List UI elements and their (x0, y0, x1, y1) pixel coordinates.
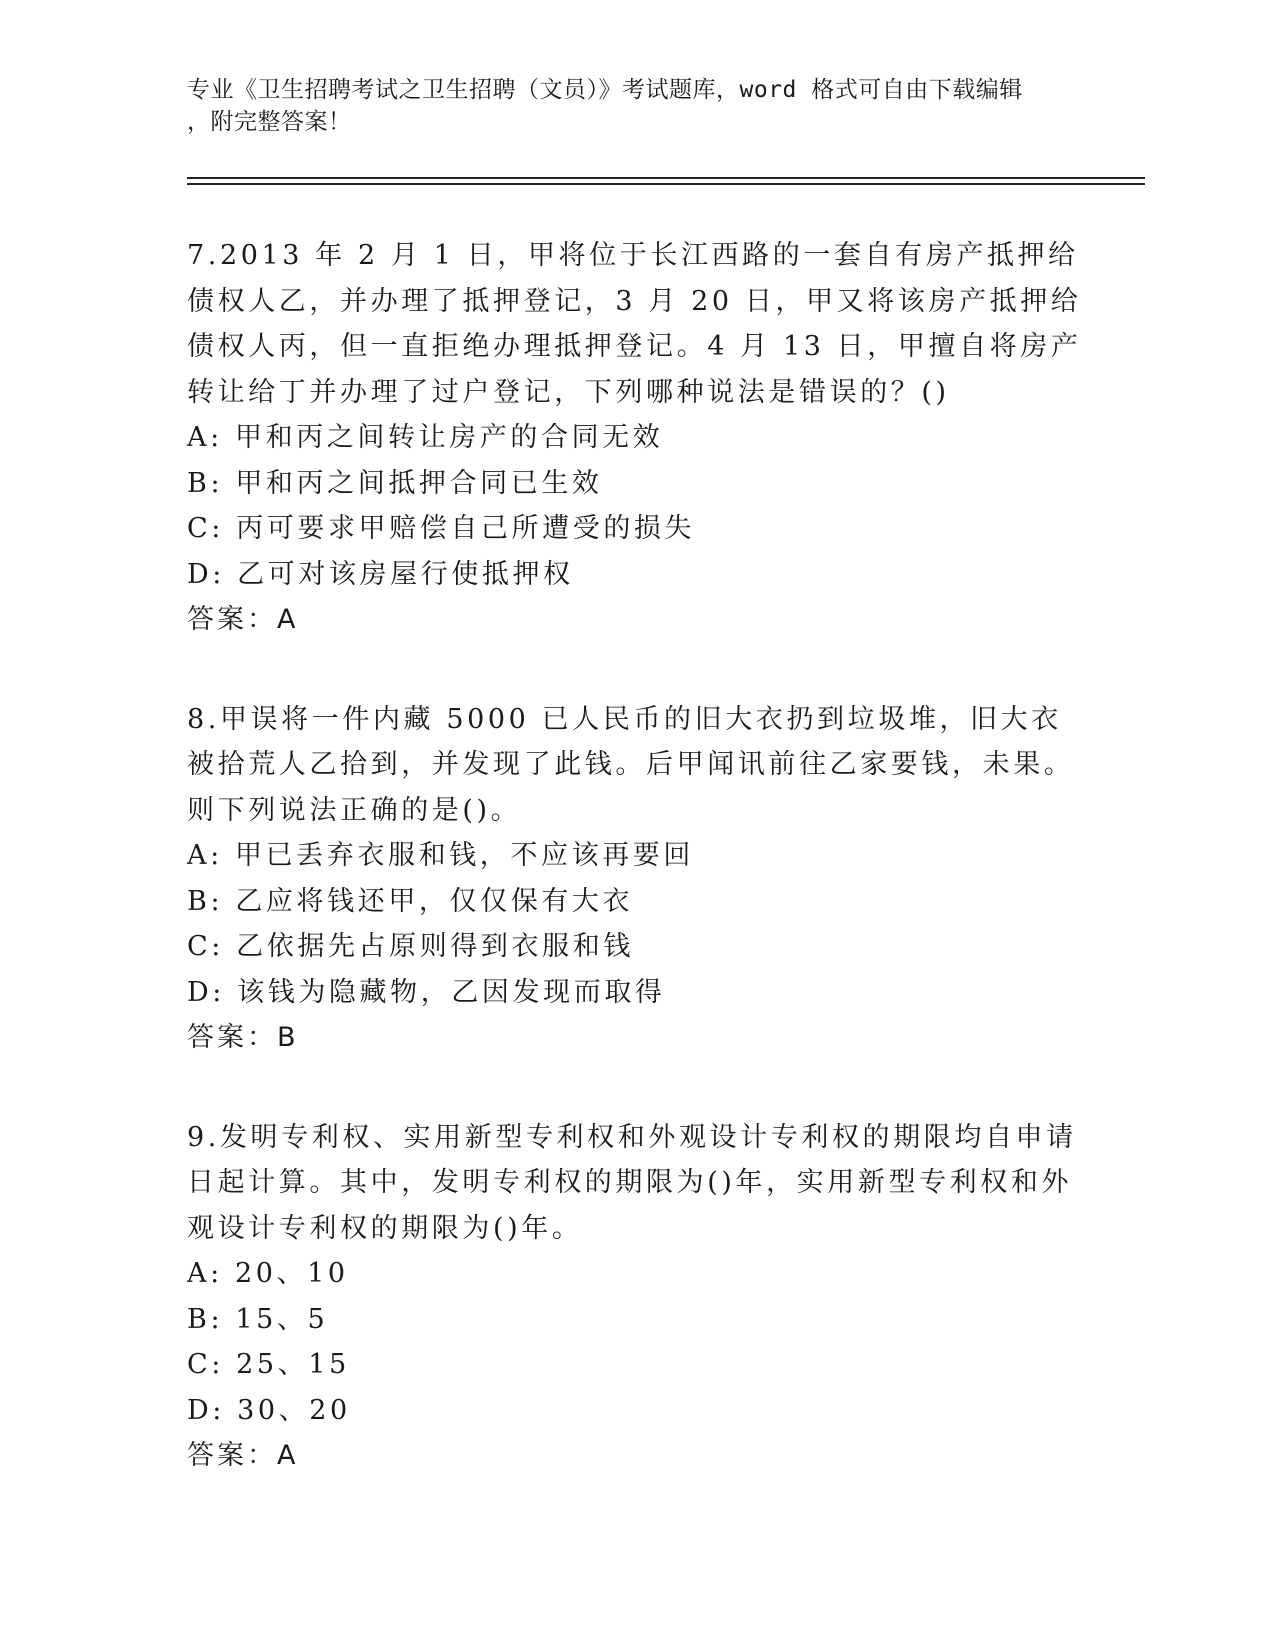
option-b: B: 15、5 (187, 1303, 329, 1335)
question-7 (187, 233, 1087, 643)
question-9 (187, 1115, 1087, 1479)
header-divider-bottom (187, 183, 1145, 185)
option-d: D: 30、20 (187, 1394, 351, 1426)
question-list (187, 233, 1087, 1533)
option-d: D: 该钱为隐藏物，乙因发现而取得 (187, 976, 666, 1008)
header-line-1: 专业《卫生招聘考试之卫生招聘（文员）》考试题库，word 格式可自由下载编辑 (187, 77, 1023, 103)
header-divider-top (187, 177, 1145, 179)
option-a: A: 甲和丙之间转让房产的合同无效 (187, 422, 664, 453)
option-a: A: 甲已丢弃衣服和钱，不应该再要回 (187, 840, 694, 871)
option-c: C: 丙可要求甲赔偿自己所遭受的损失 (187, 513, 696, 544)
option-c: C: 25、15 (187, 1349, 350, 1380)
header-line-2: ，附完整答案！ (187, 109, 352, 135)
option-c: C: 乙依据先占原则得到衣服和钱 (187, 931, 634, 962)
question-8 (187, 697, 1087, 1061)
question-stem: 8.甲误将一件内藏 5000 已人民币的旧大衣扔到垃圾堆，旧大衣被拾荒人乙拾到，并发现了此钱。后甲闻讯前往乙家要钱，未果。则下列说法正确的是()。 (187, 703, 1075, 826)
question-stem: 9.发明专利权、实用新型专利权和外观设计专利权的期限均自申请日起计算。其中，发明专利权的期限为()年，实用新型专利权和外观设计专利权的期限为()年。 (187, 1121, 1077, 1244)
answer-line: 答案：A (187, 1440, 299, 1471)
answer-line: 答案：A (187, 604, 299, 635)
option-a: A: 20、10 (187, 1258, 349, 1289)
answer-line: 答案：B (187, 1022, 299, 1053)
option-b: B: 乙应将钱还甲，仅仅保有大衣 (187, 885, 634, 917)
option-b: B: 甲和丙之间抵押合同已生效 (187, 467, 603, 499)
document-header (187, 74, 1087, 138)
question-stem: 7.2013 年 2 月 1 日，甲将位于长江西路的一套自有房产抵押给债权人乙，并办理了抵押登记，3 月 20 日，甲又将该房产抵押给债权人丙，但一直拒绝办理抵押登记。4 月 13 日，甲擅自将房产转让给丁并办理了过户登记，下列哪种说法是错误的？() (187, 240, 1082, 408)
option-d: D: 乙可对该房屋行使抵押权 (187, 558, 574, 590)
